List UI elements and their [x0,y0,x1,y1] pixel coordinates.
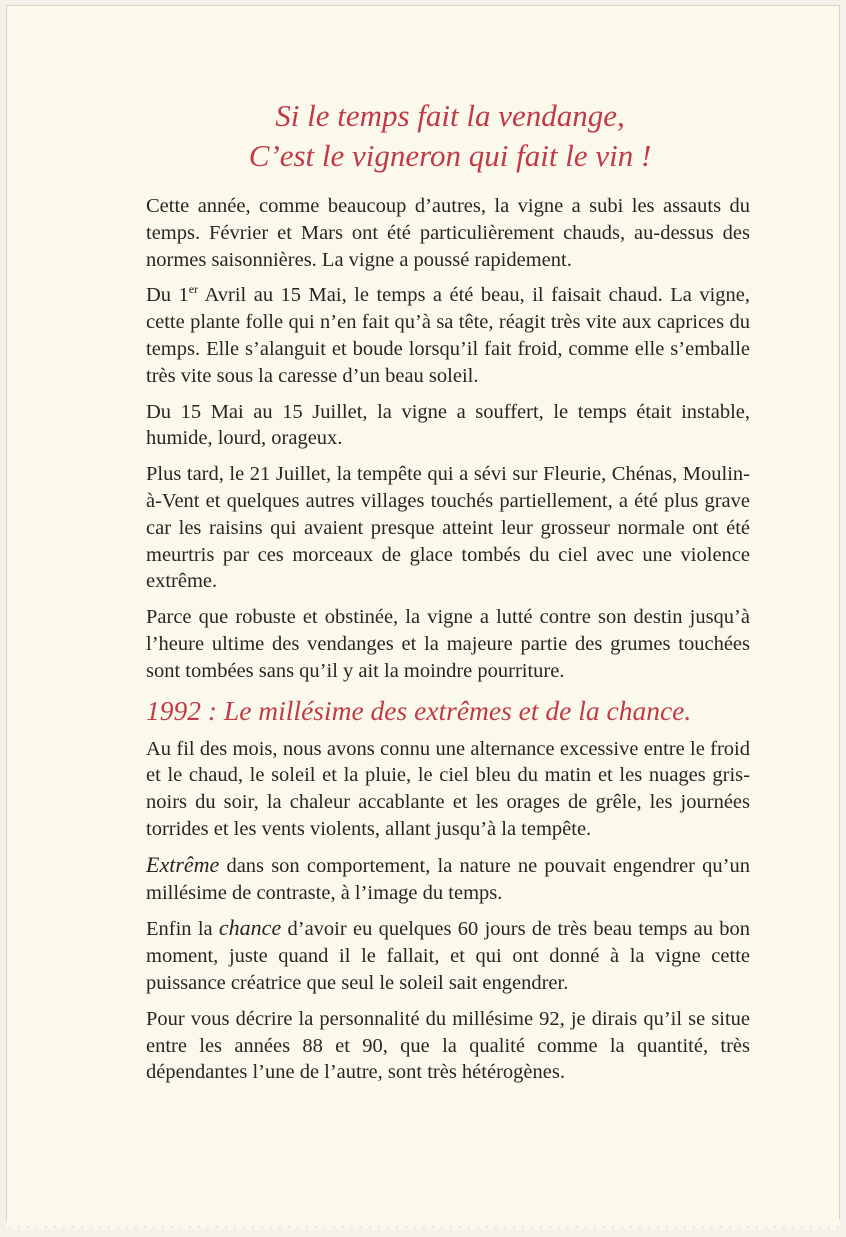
section-2-paragraph-3-prefix: Enfin la [146,918,219,941]
section-2-paragraph-3 [146,915,750,996]
section-2-paragraph-3-text: d’avoir eu quelques 60 jours de très beau temps au bon moment, juste quand il le fallait, et qui ont donné à la vigne cette puissance créatrice que seul le soleil sait engendrer. [146,918,750,994]
section-2-paragraph-2 [146,852,750,907]
paragraph-4: Plus tard, le 21 Juillet, la tempête qui a sévi sur Fleurie, Chénas, Moulin-à-Vent et quelques autres villages touchés partiellement, a été plus grave car les raisins qui avaient presque atteint leur grosseur normale ont été meurtris par ces morceaux de glace tombés du ciel avec une violence extrême. [146,463,750,593]
section-2-paragraph-1: Au fil des mois, nous avons connu une alternance excessive entre le froid et le chaud, le soleil et la pluie, le ciel bleu du matin et les nuages gris-noirs du soir, la chaleur accablante et les orages de grêle, les journées torrides et les vents violents, allant jusqu’à la tempête. [146,737,750,840]
emphasis-extreme: Extrême [146,851,220,877]
paragraph-2 [146,282,750,389]
title-line-1: Si le temps fait la vendange, [275,98,625,133]
paragraph-5: Parce que robuste et obstinée, la vigne a lutté contre son destin jusqu’à l’heure ultime des vendanges et la majeure partie des grumes touchées sont tombées sans qu’il y ait la moindre pourriture. [146,606,750,682]
emphasis-chance: chance [218,915,282,941]
paragraph-3: Du 15 Mai au 15 Juillet, la vigne a souffert, le temps était instable, humide, lourd, orageux. [146,400,750,450]
paragraph-2-prefix: Du 1 [146,284,189,307]
ordinal-superscript: er [188,282,199,297]
page-title [150,96,750,176]
deckled-edge [6,1219,840,1235]
section-2-paragraph-2-text: dans son comportement, la nature ne pouvait engendrer qu’un millésime de contraste, à l’image du temps. [146,854,750,904]
section-2-paragraph-4: Pour vous décrire la personnalité du millésime 92, je dirais qu’il se situe entre les années 88 et 90, que la qualité comme la quantité, très dépendantes l’une de l’autre, sont très hétérogènes. [146,1007,750,1084]
section-heading: 1992 : Le millésime des extrêmes et de la chance. [146,694,692,726]
paragraph-2-text: Avril au 15 Mai, le temps a été beau, il faisait chaud. La vigne, cette plante folle qui n’en fait qu’à sa tête, réagit très vite aux caprices du temps. Elle s’alanguit et boude lorsqu’il fait froid, comme elle s’emballe très vite sous la caresse d’un beau soleil. [146,284,750,387]
title-line-2: C’est le vigneron qui fait le vin ! [248,138,652,173]
paragraph-1: Cette année, comme beaucoup d’autres, la vigne a subi les assauts du temps. Février et Mars ont été particulièrement chauds, au-dessus des normes saisonnières. La vigne a poussé rapidement. [146,195,750,271]
body-text [146,193,750,1095]
